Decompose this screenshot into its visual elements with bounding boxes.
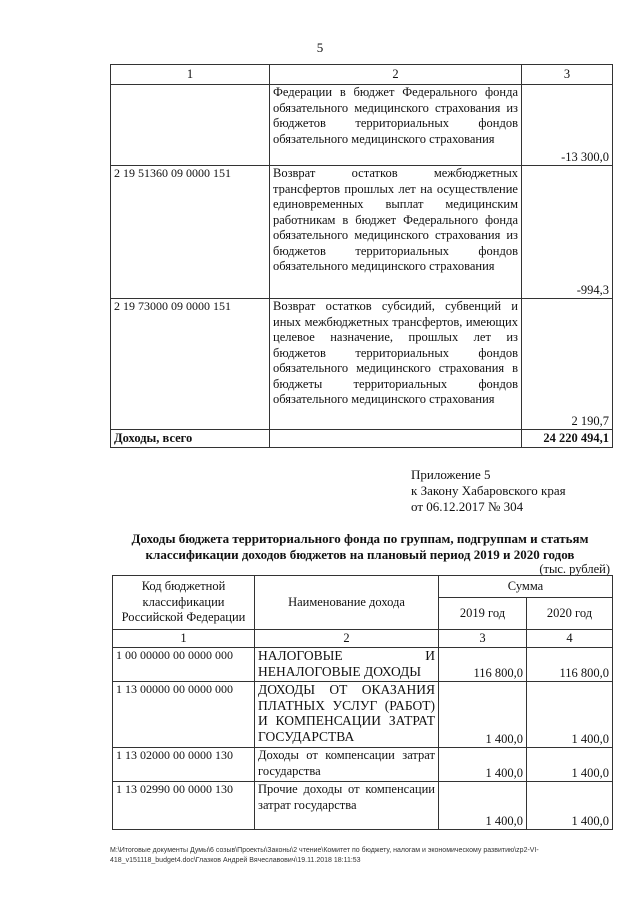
- table-row: [113, 748, 613, 782]
- units-label: (тыс. рублей): [539, 562, 610, 576]
- table-row: [111, 85, 613, 166]
- row-2020: 1 400,0: [527, 682, 613, 748]
- total-value: 24 220 494,1: [522, 430, 613, 448]
- page-number: 5: [316, 40, 324, 55]
- header-code: Код бюджетной классификации Российской Федерации: [113, 576, 255, 630]
- row-value: 2 190,7: [522, 299, 613, 430]
- appendix-line-1: Приложение 5: [411, 467, 491, 482]
- appendix-reference: [411, 467, 566, 515]
- row-name: Федерации в бюджет Федерального фонда обязательного медицинского страхования из бюджетов территориальных фондов обязательного медицинского страхования: [270, 85, 522, 166]
- row-code: 2 19 73000 09 0000 151: [111, 299, 270, 430]
- row-value: -13 300,0: [522, 85, 613, 166]
- row-code: 1 00 00000 00 0000 000: [113, 648, 255, 682]
- total-empty: [270, 430, 522, 448]
- table-continuation: [110, 64, 613, 448]
- income-table: [112, 575, 613, 830]
- row-code: 1 13 02000 00 0000 130: [113, 748, 255, 782]
- row-value: -994,3: [522, 166, 613, 299]
- table-row: [113, 782, 613, 830]
- row-code: 2 19 51360 09 0000 151: [111, 166, 270, 299]
- row-2019: 1 400,0: [439, 682, 527, 748]
- total-label: Доходы, всего: [111, 430, 270, 448]
- row-name: Прочие доходы от компенсации затрат государства: [255, 782, 439, 830]
- row-name: Возврат остатков субсидий, субвенций и иных межбюджетных трансфертов, имеющих целевое назначение, прошлых лет из бюджетов территориальных фондов обязательного медицинского страхования в бюджеты территориальных фондов обязательного медицинского страхования: [270, 299, 522, 430]
- total-row: [111, 430, 613, 448]
- row-2019: 1 400,0: [439, 748, 527, 782]
- row-2020: 1 400,0: [527, 748, 613, 782]
- row-name: Доходы от компенсации затрат государства: [255, 748, 439, 782]
- row-code: 1 13 02990 00 0000 130: [113, 782, 255, 830]
- header-sum: Сумма: [439, 576, 613, 598]
- row-code: [111, 85, 270, 166]
- table1-header-3: 3: [522, 65, 613, 85]
- row-name: НАЛОГОВЫЕ И НЕНАЛОГОВЫЕ ДОХОДЫ: [255, 648, 439, 682]
- table-row: [113, 682, 613, 748]
- row-2019: 116 800,0: [439, 648, 527, 682]
- num-header-1: 1: [113, 630, 255, 648]
- appendix-line-2: к Закону Хабаровского края: [411, 483, 566, 498]
- header-name: Наименование дохода: [255, 576, 439, 630]
- table1-header-2: 2: [270, 65, 522, 85]
- table-row: [113, 648, 613, 682]
- table-row: [111, 166, 613, 299]
- file-path-footer: M:\Итоговые документы Думы\6 созыв\Проекты\Законы\2 чтение\Комитет по бюджету, налогам и экономическому развитию\zp2-VI-418_v151118_budget4.doc\Глазков Андрей Вячеславович\19.11.2018 18:11:53: [110, 847, 539, 864]
- num-header-4: 4: [527, 630, 613, 648]
- header-2020: 2020 год: [527, 598, 613, 630]
- num-header-2: 2: [255, 630, 439, 648]
- row-name: Возврат остатков межбюджетных трансфертов прошлых лет на осуществление единовременных выплат медицинским работникам в бюджет Федерального фонда обязательного медицинского страхования из бюджетов территориальных фондов обязательного медицинского страхования: [270, 166, 522, 299]
- appendix-line-3: от 06.12.2017 № 304: [411, 499, 524, 514]
- table1-header-1: 1: [111, 65, 270, 85]
- row-code: 1 13 00000 00 0000 000: [113, 682, 255, 748]
- num-header-3: 3: [439, 630, 527, 648]
- section-title: Доходы бюджета территориального фонда по группам, подгруппам и статьям классификации доходов бюджетов на плановый период 2019 и 2020 годов: [131, 531, 589, 562]
- row-2019: 1 400,0: [439, 782, 527, 830]
- table-row: [111, 299, 613, 430]
- row-name: ДОХОДЫ ОТ ОКАЗАНИЯ ПЛАТНЫХ УСЛУГ (РАБОТ) И КОМПЕНСАЦИИ ЗАТРАТ ГОСУДАРСТВА: [255, 682, 439, 748]
- row-2020: 1 400,0: [527, 782, 613, 830]
- row-2020: 116 800,0: [527, 648, 613, 682]
- header-2019: 2019 год: [439, 598, 527, 630]
